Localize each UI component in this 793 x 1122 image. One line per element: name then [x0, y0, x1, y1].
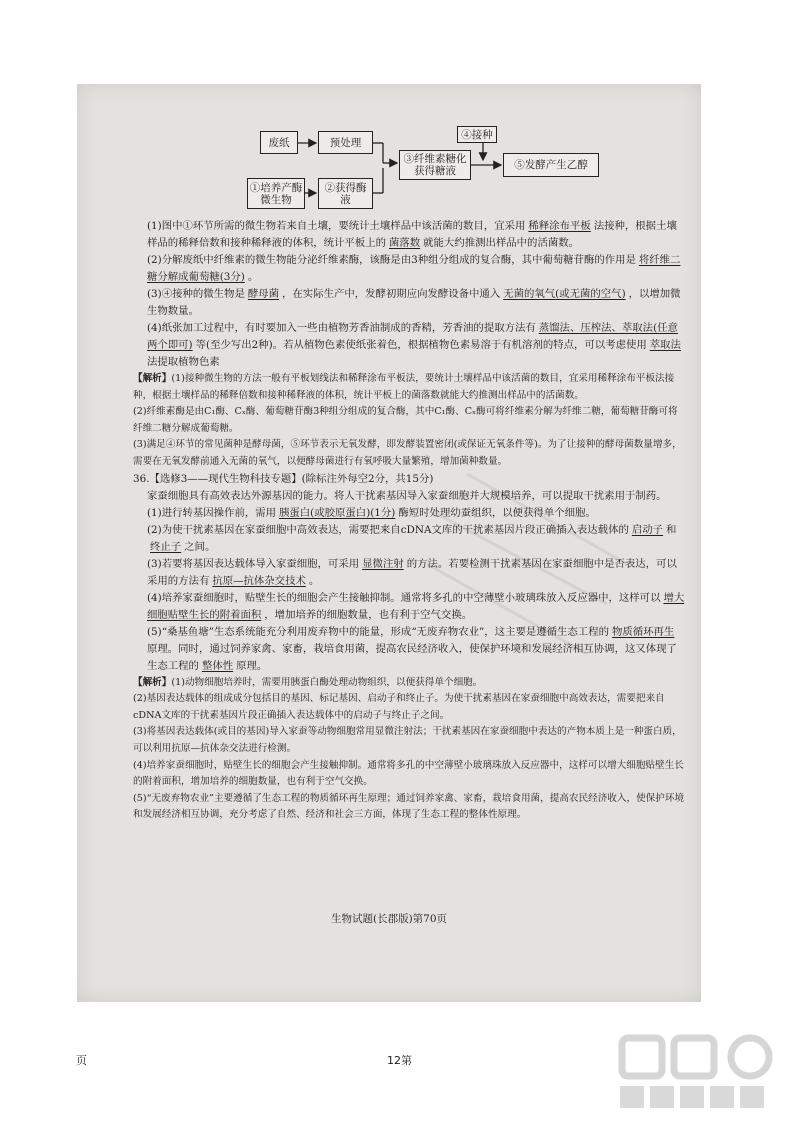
q35-analysis-1 [133, 371, 687, 404]
text: (5)“无废弃物农业”主要遵循了生态工程的物质循环再生原理；通过饲养家禽、家畜，栽培食用菌，提高农民经济收入，使保护环境和发展经济相互协调，充分考虑了自然、经济和社会三方面，体现了生态工程的整体性原理。 [133, 792, 685, 821]
site-logo-watermark [612, 1030, 782, 1116]
q36-analysis-5 [133, 791, 687, 824]
text: 。 [247, 271, 259, 283]
answer: 酵母菌 [247, 288, 280, 300]
text: (1)接种微生物的方法一般有平板划线法和稀释涂布平板法，要统计土壤样品中该活菌的数目，宜采用稀释涂布平板法接种，根据土壤样品的稀释倍数和接种稀释液的体积，统计平板上的菌落数就能大约推测出样品中的活菌数。 [133, 373, 675, 401]
answer: 无菌的氧气(或无菌的空气) [503, 288, 626, 300]
answer: 物质循环再生 [611, 625, 675, 638]
q35-analysis [133, 371, 687, 471]
text: (1)进行转基因操作前，需用 [147, 506, 277, 519]
text: (3)满足④环节的常见菌种是酵母菌，⑤环节表示无氧发酵，即发酵装置密闭(或保证无氧条件等)。为了让接种的酵母菌数量增多，需要在无氧发酵前通入无菌的氧气，以便酵母菌进行有氧呼吸大量繁殖，增加菌种数量。 [133, 439, 682, 467]
answer: 胰蛋白(或胶原蛋白)(1分) [279, 506, 396, 519]
outer-footer-page-number: 12第 [387, 1054, 412, 1067]
text: (4)培养家蚕细胞时，贴壁生长的细胞会产生接触抑制。通常将多孔的中空薄壁小玻璃珠放入反应器中，这样可以 [147, 591, 661, 604]
flow-box-waste-paper: 废纸 [260, 131, 298, 154]
q36-part3 [147, 556, 687, 590]
q36-intro: 家蚕细胞具有高效表达外源基因的能力。将人干扰素基因导入家蚕细胞并大规模培养，可以提取干扰素用于制药。 [147, 489, 667, 502]
scanned-page [77, 84, 701, 1002]
text: (3)若要将基因表达载体导入家蚕细胞，可采用 [147, 557, 360, 570]
q36-analysis-2 [133, 691, 687, 724]
q36-part4 [147, 590, 687, 624]
q35-part1 [147, 218, 687, 252]
q36-analysis-1 [133, 675, 687, 692]
flow-box-saccharification: ③纤维素糖化获得糖液 [399, 150, 471, 180]
text: (2)纤维素酶是由C₁酶、Cₓ酶、葡萄糖苷酶3种组分组成的复合酶，其中C₁酶、Cₓ酶可将纤维素分解为纤维二糖，葡萄糖苷酶可将纤维二糖分解成葡萄糖。 [133, 406, 678, 434]
text: 法提取植物色素 [147, 356, 220, 368]
q36-analysis-4 [133, 758, 687, 791]
flow-box-fermentation: ⑤发酵产生乙醇 [503, 153, 599, 177]
text: (2)为使干扰素基因在家蚕细胞中高效表达，需要把来自cDNA文库的干扰素基因片段正确插入表达载体的 [147, 523, 629, 536]
q35-part4 [147, 320, 687, 371]
q35-part3 [147, 286, 687, 320]
flowchart-arrows [77, 84, 701, 220]
text: 等(至少写出2种)。若从植物色素使纸张着色，根据植物色素易溶于有机溶剂的特点，可以考虑使用 [195, 339, 647, 351]
flow-box-enzyme-liquid: ②获得酶液 [318, 178, 373, 209]
text: (3)将基因表达载体(或目的基因)导入家蚕等动物细胞常用显微注射法；干扰素基因在家蚕细胞中表达的产物本质上是一种蛋白质，可以利用抗原—抗体杂交法进行检测。 [133, 726, 682, 754]
text: 酶短时处理幼蚕组织，以便获得单个细胞。 [398, 506, 596, 519]
text: (3)④接种的微生物是 [147, 288, 245, 300]
text: 原理。 [236, 659, 268, 672]
analysis-label: 【解析】 [133, 676, 172, 688]
q36-part2 [147, 522, 687, 556]
text: (1)图中①环节所需的微生物若来自土壤，要统计土壤样品中该活菌的数目，宜采用 [147, 220, 526, 232]
answer: 显微注射 [362, 557, 404, 570]
q36-heading: 36.【选修3——现代生物科技专题】(除标注外每空2分，共15分) [133, 472, 434, 485]
q35-analysis-3 [133, 437, 687, 470]
text: 就能大约推测出样品中的活菌数。 [423, 237, 580, 249]
q36-analysis [133, 675, 687, 824]
outer-footer-left: 页 [76, 1054, 87, 1067]
q36-part5 [147, 624, 687, 675]
answer: 终止子 [150, 540, 182, 553]
answer: 蒸馏法、压榨法、萃取法(任意两个即可) [147, 322, 678, 351]
answer: 抗原—抗体杂交技术 [212, 574, 306, 587]
text: ，以增加微生物数量。 [147, 288, 681, 317]
text: 的方法。若要检测干扰素基因在家蚕细胞中是否表达，可以采用的方法有 [147, 557, 677, 587]
text: 之间。 [184, 540, 216, 553]
analysis-label: 【解析】 [133, 373, 172, 384]
text: (4)培养家蚕细胞时，贴壁生长的细胞会产生接触抑制。通常将多孔的中空薄壁小玻璃珠放入反应器中，这样可以增大细胞贴壁生长的附着面积，增加培养的细胞数量，也有利于空气交换。 [133, 759, 684, 788]
text: (2)基因表达载体的组成成分包括目的基因、标记基因、启动子和终止子。为使干扰素基因在家蚕细胞中高效表达，需要把来自cDNA文库的干扰素基因片段正确插入表达载体中的启动子与终止子之间。 [133, 693, 665, 721]
text: 和 [666, 523, 677, 536]
text: (5)“桑基鱼塘”生态系统能充分利用废弃物中的能量，形成“无废弃物农业”，这主要是遵循生态工程的 [147, 625, 609, 638]
answer: 稀释涂布平板 [528, 220, 591, 232]
answer: 萃取法 [649, 339, 681, 351]
page-footer: 生物试题(长郡版)第70页 [330, 913, 448, 925]
flowchart [77, 84, 701, 220]
text: (4)纸张加工过程中，有时要加入一些由植物芳香油制成的香精，芳香油的提取方法有 [147, 322, 536, 334]
q35-part2 [147, 252, 687, 286]
flow-box-culture-microbe: ①培养产酶微生物 [247, 178, 305, 209]
answer: 将纤维二糖分解成葡萄糖(3分) [147, 254, 681, 283]
text: (2)分解废纸中纤维素的微生物能分泌纤维素酶，该酶是由3种组分组成的复合酶，其中葡萄糖苷酶的作用是 [147, 254, 636, 266]
text: 。 [308, 574, 320, 587]
q36-part1 [147, 505, 687, 522]
text: ，在实际生产中，发酵初期应向发酵设备中通入 [282, 288, 501, 300]
logo-icon [612, 1030, 782, 1116]
answer: 启动子 [631, 523, 664, 536]
text: 法接种，根据土壤样品的稀释倍数和接种稀释液的体积，统计平板上的 [147, 220, 677, 249]
text: (1)动物细胞培养时，需要用胰蛋白酶处理动物组织，以便获得单个细胞。 [171, 676, 483, 688]
flow-box-inoculation: ④接种 [457, 126, 497, 143]
text: ，增加培养的细胞数量，也有利于空气交换。 [264, 608, 473, 621]
q36-analysis-3 [133, 724, 687, 757]
q35-analysis-2 [133, 404, 687, 437]
question-content [133, 218, 687, 824]
answer: 整体性 [201, 659, 234, 672]
answer: 菌落数 [388, 237, 421, 249]
text: 原理。同时，通过饲养家禽、家畜，栽培食用菌，提高农民经济收入，使保护环境和发展经济相互协调，这又体现了生态工程的 [147, 642, 677, 672]
answer: 增大细胞贴壁生长的附着面积 [147, 591, 685, 621]
flow-box-pretreatment: 预处理 [318, 131, 373, 154]
